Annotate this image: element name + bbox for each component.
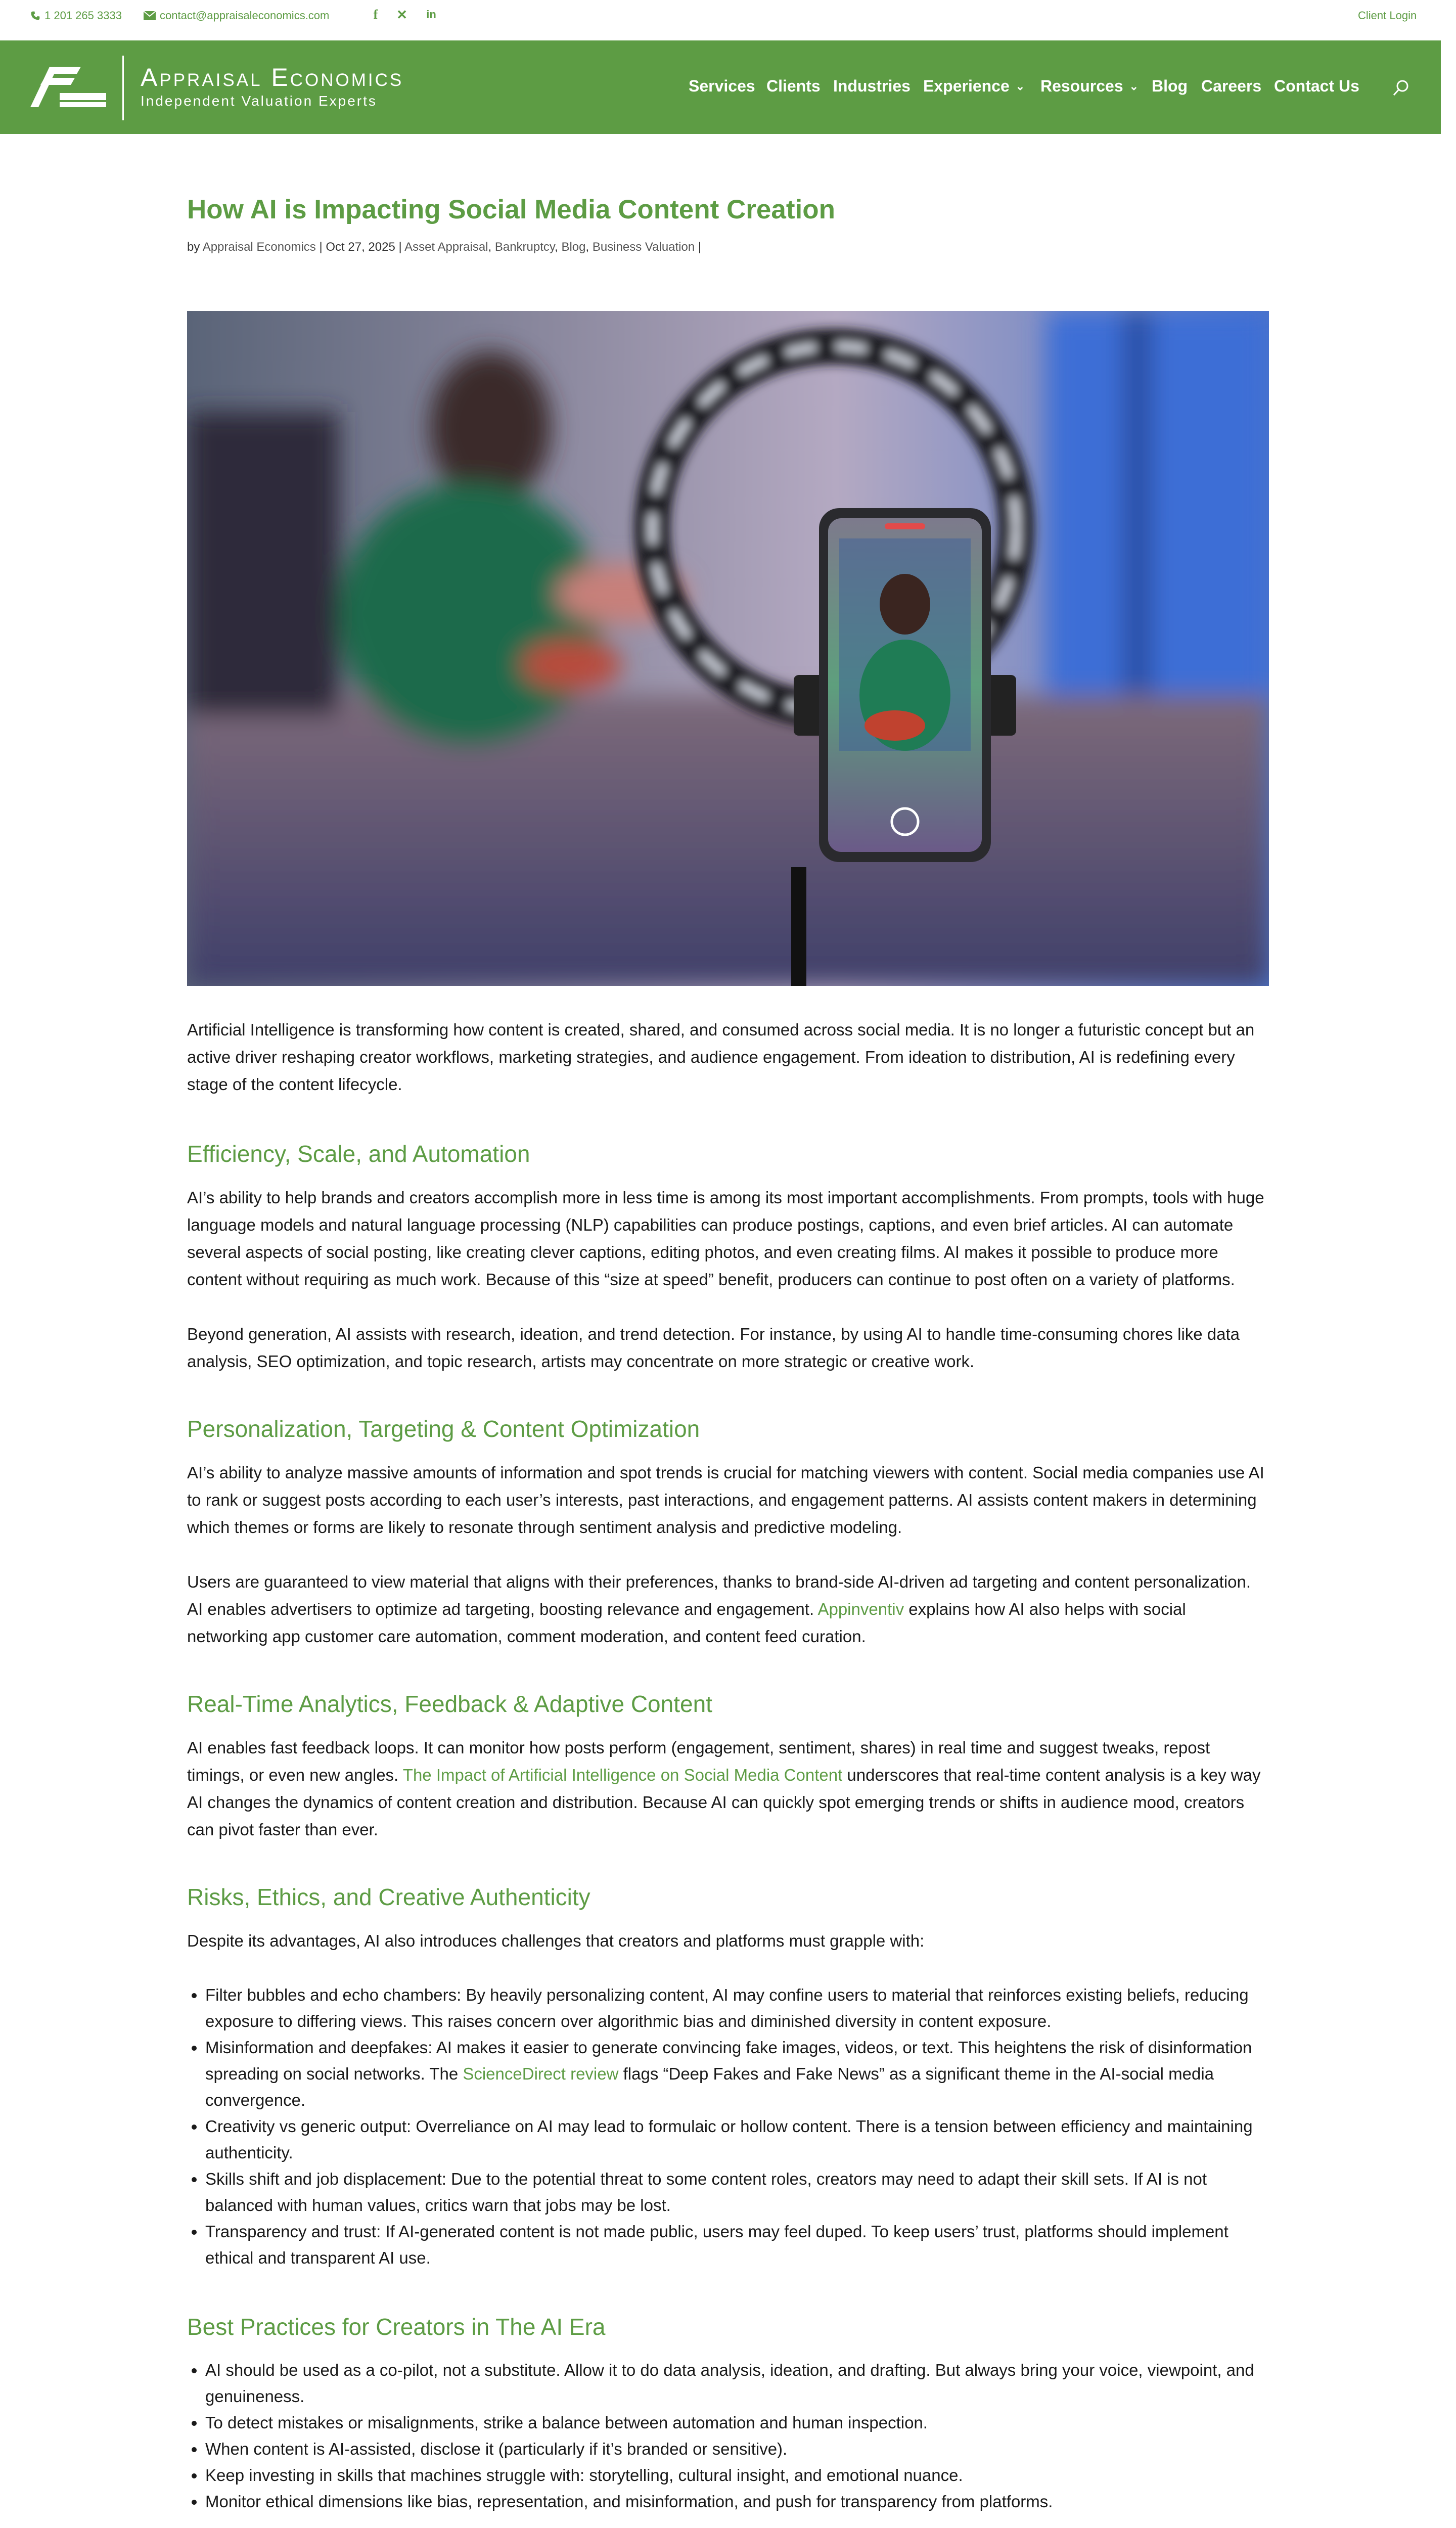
section-heading-best-practices: Best Practices for Creators in The AI Era	[187, 2314, 606, 2340]
meta-date: Oct 27, 2025	[326, 240, 395, 254]
list-item: • Transparency and trust: If AI-generated content is not made public, users may feel duped. To keep users’ trust, platforms should implement ethical and transparent AI use.	[205, 2219, 1269, 2271]
paragraph: AI’s ability to analyze massive amounts of information and spot trends is crucial for matching viewers with content. Social media companies use AI to rank or suggest posts according to each user’s interests, past interactions, and engagement patterns. AI assists content makers in determining which themes or forms are likely to resonate through sentiment analysis and predictive modeling.	[187, 1463, 1264, 1537]
section-heading-risks: Risks, Ethics, and Creative Authenticity	[187, 1884, 590, 1910]
list-item: • Skills shift and job displacement: Due to the potential threat to some content roles, creators may need to adapt their skill sets. If AI is not balanced with human values, critics warn that jobs may be lost.	[205, 2166, 1269, 2219]
meta-category-link[interactable]: Business Valuation	[592, 240, 695, 254]
nav-contact-us[interactable]: Contact Us	[1274, 77, 1359, 95]
brand-subtitle: Independent Valuation Experts	[141, 93, 377, 109]
meta-category-link[interactable]: Asset Appraisal	[404, 240, 488, 254]
nav-careers[interactable]: Careers	[1201, 77, 1262, 95]
post-title: How AI is Impacting Social Media Content Creation	[187, 195, 835, 224]
nav-industries[interactable]: Industries	[833, 77, 911, 95]
facebook-icon[interactable]: f	[373, 7, 378, 22]
nav-resources[interactable]: Resources ⌄	[1040, 77, 1139, 95]
nav-services[interactable]: Services	[689, 77, 755, 95]
email-address: contact@appraisaleconomics.com	[160, 9, 330, 22]
logo-divider	[122, 56, 124, 120]
email-icon	[144, 11, 156, 20]
search-icon[interactable]	[1391, 78, 1412, 98]
risks-list	[187, 1982, 1269, 2271]
meta-by: by	[187, 240, 200, 254]
post-content	[187, 192, 1269, 2511]
client-login-link[interactable]	[1358, 9, 1417, 22]
hero-image	[187, 311, 1269, 986]
list-item: • Monitor ethical dimensions like bias, representation, and misinformation, and push for transparency from platforms.	[205, 2489, 1269, 2515]
paragraph: AI’s ability to help brands and creators accomplish more in less time is among its most important accomplishments. From prompts, tools with huge language models and natural language processing (NLP) capabilities can produce postings, captions, and even brief articles. AI can automate several aspects of social posting, like creating clever captions, editing photos, and even creating films. AI makes it possible to produce more content without requiring as much work. Because of this “size at speed” benefit, producers can continue to post often on a variety of platforms.	[187, 1188, 1264, 1289]
appinventiv-link[interactable]: Appinventiv	[817, 1600, 904, 1618]
phone-link[interactable]	[30, 9, 122, 22]
list-item: • AI should be used as a co-pilot, not a substitute. Allow it to do data analysis, ideation, and drafting. But always bring your voice, viewpoint, and genuineness.	[205, 2357, 1269, 2410]
nav-blog[interactable]: Blog	[1152, 77, 1188, 95]
top-bar	[0, 0, 1456, 40]
section-heading-personalization: Personalization, Targeting & Content Optimization	[187, 1416, 700, 1442]
list-item: • When content is AI-assisted, disclose it (particularly if it’s branded or sensitive).	[205, 2436, 1269, 2462]
site-header	[0, 40, 1441, 134]
meta-author-link[interactable]: Appraisal Economics	[202, 240, 316, 254]
paragraph: AI enables fast feedback loops. It can monitor how posts perform (engagement, sentiment, shares) in real time and suggest tweaks, repost timings, or even new angles. The Impact of Artificial Intelligence on Social Media Content underscores that real-time content analysis is a key way AI changes the dynamics of content creation and distribution. Because AI can quickly spot emerging trends or shifts in audience mood, creators can pivot faster than ever.	[187, 1738, 1261, 1839]
list-item: • Filter bubbles and echo chambers: By heavily personalizing content, AI may confine users to material that reinforces existing beliefs, reducing exposure to differing views. This raises concern over algorithmic bias and diminished diversity in content exposure.	[205, 1982, 1269, 2035]
nav-clients[interactable]: Clients	[766, 77, 821, 95]
brand-title[interactable]: Appraisal Economics	[141, 63, 404, 92]
impact-of-ai-link[interactable]: The Impact of Artificial Intelligence on Social Media Content	[402, 1766, 843, 1784]
chevron-down-icon: ⌄	[1015, 80, 1025, 93]
x-icon[interactable]: ✕	[396, 7, 407, 22]
sciencedirect-link[interactable]: ScienceDirect review	[463, 2064, 619, 2083]
best-practices-list	[187, 2357, 1269, 2515]
chevron-down-icon: ⌄	[1129, 80, 1139, 93]
email-link[interactable]	[144, 9, 329, 22]
section-heading-analytics: Real-Time Analytics, Feedback & Adaptive Content	[187, 1691, 712, 1717]
post-meta: by Appraisal Economics | Oct 27, 2025 | Asset Appraisal, Bankruptcy, Blog, Business Valuation |	[187, 240, 702, 254]
paragraph: Despite its advantages, AI also introduces challenges that creators and platforms must grapple with:	[187, 1931, 925, 1950]
section-heading-efficiency: Efficiency, Scale, and Automation	[187, 1141, 530, 1167]
list-item: • To detect mistakes or misalignments, strike a balance between automation and human inspection.	[205, 2410, 1269, 2436]
intro-paragraph: Artificial Intelligence is transforming how content is created, shared, and consumed across social media. It is no longer a futuristic concept but an active driver reshaping creator workflows, marketing strategies, and audience engagement. From ideation to distribution, AI is redefining every stage of the content lifecycle.	[187, 1020, 1255, 1094]
meta-category-link[interactable]: Blog	[561, 240, 586, 254]
list-item: • Misinformation and deepfakes: AI makes it easier to generate convincing fake images, videos, or text. This heightens the risk of disinformation spreading on social networks. The ScienceDirect review flags “Deep Fakes and Fake News” as a significant theme in the AI-social media convergence.	[205, 2035, 1269, 2113]
paragraph: Users are guaranteed to view material that aligns with their preferences, thanks to brand-side AI-driven ad targeting and content personalization. AI enables advertisers to optimize ad targeting, boosting relevance and engagement. Appinventiv explains how AI also helps with social networking app customer care automation, comment moderation, and content feed curation.	[187, 1572, 1251, 1646]
client-login-label: Client Login	[1358, 9, 1417, 22]
list-item: • Keep investing in skills that machines struggle with: storytelling, cultural insight, and emotional nuance.	[205, 2462, 1269, 2489]
post-body	[187, 1016, 1269, 2528]
logo-icon[interactable]	[30, 63, 106, 111]
meta-category-link[interactable]: Bankruptcy	[494, 240, 555, 254]
paragraph: Beyond generation, AI assists with research, ideation, and trend detection. For instance, by using AI to handle time-consuming chores like data analysis, SEO optimization, and topic research, artists may concentrate on more strategic or creative work.	[187, 1325, 1240, 1371]
linkedin-icon[interactable]: in	[426, 8, 436, 21]
phone-number: 1 201 265 3333	[44, 9, 122, 22]
list-item: • Creativity vs generic output: Overreliance on AI may lead to formulaic or hollow content. There is a tension between efficiency and maintaining authenticity.	[205, 2113, 1269, 2166]
nav-experience[interactable]: Experience ⌄	[923, 77, 1025, 95]
phone-icon	[30, 11, 40, 21]
